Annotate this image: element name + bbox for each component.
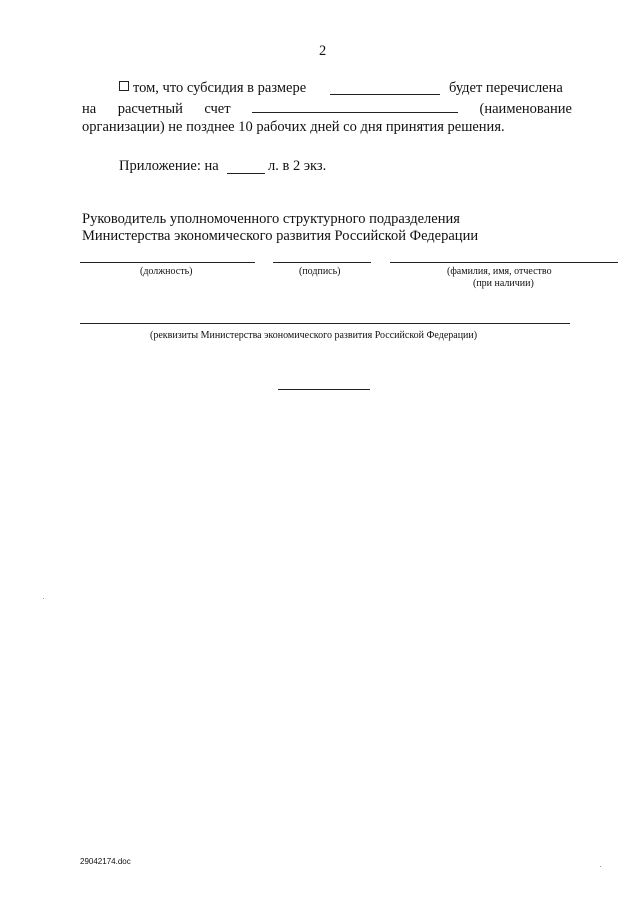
paragraph-text: том, что субсидия в размере	[133, 80, 307, 96]
paragraph-word: (наименование	[479, 101, 572, 117]
requisites-caption: (реквизиты Министерства экономического развития Российской Федерации)	[150, 330, 478, 341]
paragraph-line-2	[82, 100, 572, 118]
subsidy-amount-blank	[330, 94, 440, 95]
scan-speck	[43, 598, 44, 599]
requisites-line	[80, 323, 570, 324]
head-title-line-1: Руководитель уполномоченного структурного подразделения	[82, 211, 460, 227]
paragraph-word: на	[82, 101, 97, 117]
checkbox-icon	[119, 81, 129, 91]
head-title-line-2: Министерства экономического развития Российской Федерации	[82, 228, 479, 244]
account-blank	[252, 100, 458, 113]
attachment-copies: л. в 2 экз.	[268, 158, 327, 174]
footer-file-name: 29042174.doc	[80, 857, 131, 866]
page-number: 2	[319, 43, 327, 59]
position-signature-line	[80, 262, 255, 263]
scan-speck	[600, 866, 601, 867]
paragraph-line-1-start	[119, 80, 306, 97]
paragraph-line-3: организации) не позднее 10 рабочих дней со дня принятия решения.	[82, 119, 505, 135]
closing-line	[278, 389, 370, 390]
fio-signature-line	[390, 262, 618, 263]
position-caption: (должность)	[140, 266, 193, 277]
paragraph-word: расчетный	[117, 101, 183, 117]
sheets-count-blank	[227, 173, 265, 174]
signature-caption: (подпись)	[299, 266, 341, 277]
fio-caption-line-2: (при наличии)	[473, 278, 534, 289]
paragraph-line-1-end: будет перечислена	[449, 80, 563, 96]
paragraph-word: счет	[204, 101, 231, 117]
fio-caption-line-1: (фамилия, имя, отчество	[447, 266, 552, 277]
attachment-label: Приложение: на	[119, 158, 219, 174]
signature-line	[273, 262, 371, 263]
